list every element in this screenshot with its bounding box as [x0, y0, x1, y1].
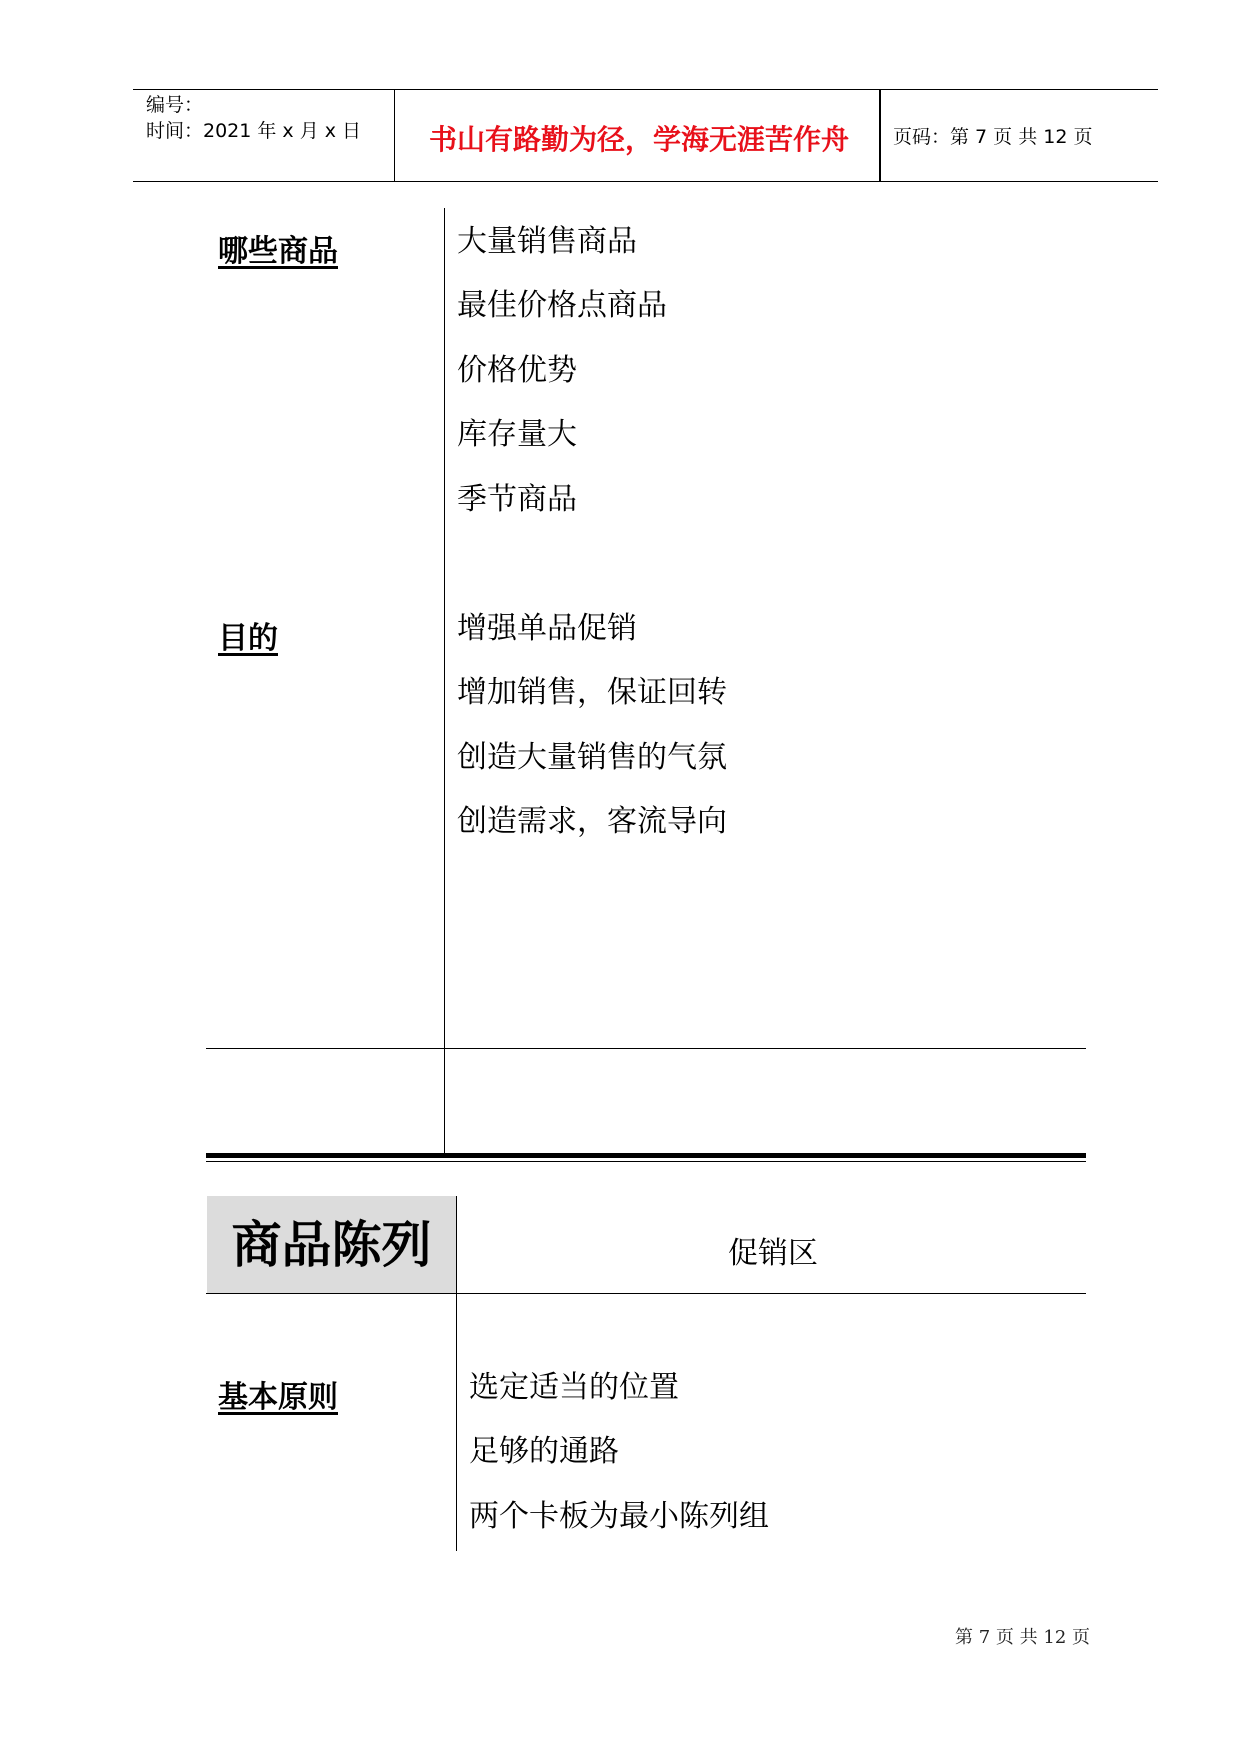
- purpose-label: 目的: [218, 621, 278, 656]
- display-title: 商品陈列: [231, 1215, 432, 1274]
- footer-page-number: 第 7 页 共 12 页: [955, 1627, 1090, 1648]
- purpose-item: 增强单品促销: [457, 611, 637, 646]
- principle-item: 选定适当的位置: [469, 1370, 679, 1405]
- principle-item: 两个卡板为最小陈列组: [469, 1499, 769, 1534]
- which-item: 价格优势: [457, 353, 577, 388]
- section-thick-rule: [206, 1153, 1086, 1158]
- promo-area-label: 促销区: [728, 1236, 818, 1271]
- purpose-item: 创造需求，客流导向: [457, 804, 727, 839]
- which-item: 最佳价格点商品: [457, 288, 667, 323]
- header-number: 编号：: [146, 94, 204, 116]
- which-products-label: 哪些商品: [218, 234, 338, 269]
- header-divider-1: [394, 89, 395, 181]
- section-thin-rule: [206, 1161, 1086, 1162]
- section2-header-rule: [206, 1293, 1086, 1294]
- purpose-item: 创造大量销售的气氛: [457, 740, 727, 775]
- which-item: 库存量大: [457, 417, 577, 452]
- principle-item: 足够的通路: [469, 1434, 619, 1469]
- purpose-item: 增加销售，保证回转: [457, 675, 727, 710]
- header-top-rule: [133, 89, 1158, 90]
- principle-label: 基本原则: [218, 1380, 338, 1415]
- section1-column-divider: [444, 208, 445, 1153]
- header-motto: 书山有路勤为径，学海无涯苦作舟: [428, 123, 849, 156]
- which-item: 季节商品: [457, 482, 577, 517]
- header-page-info: 页码：第 7 页 共 12 页: [893, 126, 1093, 148]
- header-time: 时间：2021 年 x 月 x 日: [146, 120, 362, 142]
- section1-row-rule: [206, 1048, 1086, 1049]
- header-bottom-rule: [133, 181, 1158, 182]
- section2-column-divider: [456, 1196, 457, 1551]
- which-item: 大量销售商品: [457, 224, 637, 259]
